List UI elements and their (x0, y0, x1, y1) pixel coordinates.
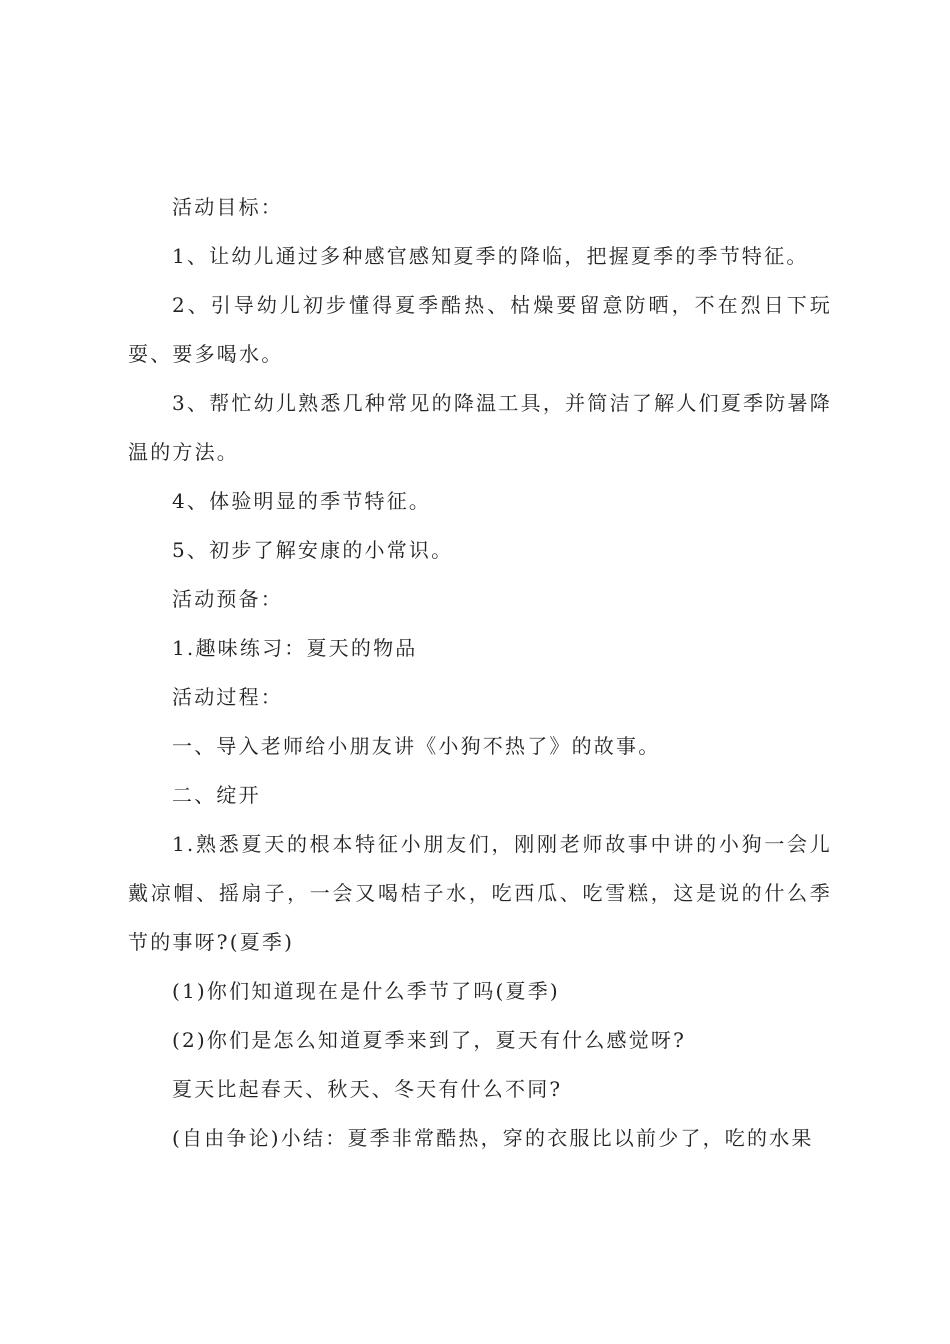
goal-item-1: 1、让幼儿通过多种感官感知夏季的降临，把握夏季的季节特征。 (172, 244, 809, 268)
process-step-2: 二、绽开 (172, 783, 261, 807)
process-question-3: 夏天比起春天、秋天、冬天有什么不同? (172, 1077, 563, 1101)
goal-item-2: 2、引导幼儿初步懂得夏季酷热、枯燥要留意防晒，不在烈日下玩耍、要多喝水。 (128, 293, 832, 366)
section-heading-goals: 活动目标： (172, 195, 283, 219)
goal-item-3: 3、帮忙幼儿熟悉几种常见的降温工具，并简洁了解人们夏季防暑降温的方法。 (128, 391, 832, 464)
process-paragraph: 1.熟悉夏天的根本特征小朋友们，刚刚老师故事中讲的小狗一会儿戴凉帽、摇扇子，一会又喝桔子水，吃西瓜、吃雪糕，这是说的什么季节的事呀?(夏季) (128, 832, 832, 954)
section-heading-process: 活动过程： (172, 685, 283, 709)
process-question-1: (1)你们知道现在是什么季节了吗(夏季) (172, 979, 560, 1003)
goal-item-5: 5、初步了解安康的小常识。 (172, 538, 454, 562)
preparation-item-1: 1.趣味练习：夏天的物品 (172, 636, 418, 660)
process-question-2: (2)你们是怎么知道夏季来到了，夏天有什么感觉呀? (172, 1028, 687, 1052)
section-heading-preparation: 活动预备： (172, 587, 283, 611)
process-step-1: 一、导入老师给小朋友讲《小狗不热了》的故事。 (172, 734, 661, 758)
goal-item-4: 4、体验明显的季节特征。 (172, 489, 432, 513)
process-summary: (自由争论)小结：夏季非常酷热，穿的衣服比以前少了，吃的水果 (172, 1126, 814, 1150)
document-body (128, 183, 832, 1163)
